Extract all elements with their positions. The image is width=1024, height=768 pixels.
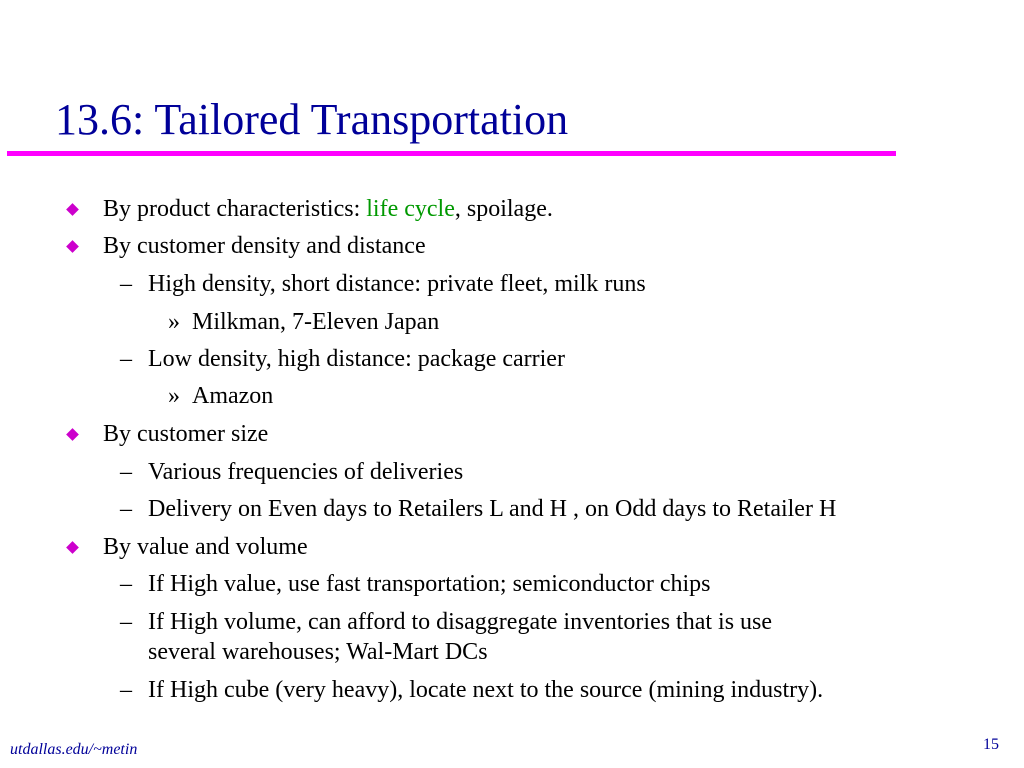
bullet-text: By product characteristics: [103, 196, 367, 222]
bullet-value-volume: By value and volume [103, 534, 308, 560]
bullet-customer-density: By customer density and distance [103, 233, 426, 259]
detail-amazon: Amazon [192, 383, 274, 409]
sub-bullet-low-density: Low density, high distance: package carrier [148, 346, 565, 372]
footer-url: utdallas.edu/~metin [10, 741, 138, 758]
dash-marker: – [120, 346, 132, 372]
dash-marker: – [120, 609, 132, 635]
detail-milkman: Milkman, 7-Eleven Japan [192, 309, 440, 335]
bullet-customer-size: By customer size [103, 421, 269, 447]
slide-title: 13.6: Tailored Transportation [55, 95, 569, 144]
sub-bullet-frequencies: Various frequencies of deliveries [148, 459, 464, 485]
title-underline [7, 151, 896, 156]
bullet-product-characteristics [103, 194, 553, 224]
diamond-bullet-icon [66, 203, 79, 216]
page-number: 15 [983, 736, 999, 753]
sub-bullet-high-volume-line2: several warehouses; Wal-Mart DCs [148, 639, 488, 665]
dash-marker: – [120, 459, 132, 485]
raquo-marker: » [168, 309, 180, 335]
highlight-life-cycle: life cycle [366, 196, 455, 222]
sub-bullet-high-cube: If High cube (very heavy), locate next to the source (mining industry). [148, 677, 824, 703]
diamond-bullet-icon [66, 428, 79, 441]
sub-bullet-even-odd-days: Delivery on Even days to Retailers L and H , on Odd days to Retailer H [148, 496, 837, 522]
sub-bullet-high-density: High density, short distance: private fleet, milk runs [148, 271, 646, 297]
bullet-text-suffix: , spoilage. [454, 196, 553, 222]
dash-marker: – [120, 677, 132, 703]
dash-marker: – [120, 496, 132, 522]
diamond-bullet-icon [66, 240, 79, 253]
dash-marker: – [120, 571, 132, 597]
diamond-bullet-icon [66, 541, 79, 554]
sub-bullet-high-volume-line1: If High volume, can afford to disaggregate inventories that is use [148, 609, 773, 635]
dash-marker: – [120, 271, 132, 297]
raquo-marker: » [168, 383, 180, 409]
sub-bullet-high-value: If High value, use fast transportation; semiconductor chips [148, 571, 711, 597]
